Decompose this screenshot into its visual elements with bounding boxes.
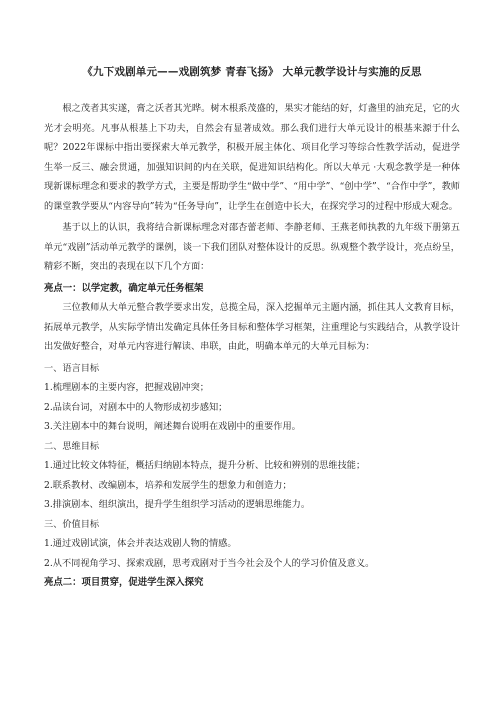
goal-thinking-item-1: 1.通过比较文体特征，概括归纳剧本特点，提升分析、比较和辨别的思维技能； <box>44 460 366 471</box>
highlight-2-heading: 亮点二：项目贯穿，促进学生深入探究 <box>44 577 204 588</box>
highlight-1-paragraph: 三位教师从大单元整合教学要求出发，总揽全局，深入挖掘单元主题内涵，抓住其人文教育目标，拓展单元教学，从实际学情出发确定具体任务目标和整体学习框架，注重理论与实践结合，从教学设计出发做好整合，对单元内容进行解读、串联，由此，明确本单元的大单元目标为： <box>44 302 460 352</box>
goal-language-item-3: 3.关注剧本中的舞台说明，阐述舞台说明在戏剧中的重要作用。 <box>44 421 301 432</box>
goal-value-item-1: 1.通过戏剧试演，体会并表达戏剧人物的情感。 <box>44 538 237 549</box>
goal-language-label: 一、语言目标 <box>44 362 100 374</box>
goal-thinking-item-3: 3.排演剧本、组织演出，提升学生组织学习活动的逻辑思维能力。 <box>44 499 311 510</box>
goal-value-label: 三、价值目标 <box>44 518 100 530</box>
goal-thinking-label: 二、思维目标 <box>44 440 100 452</box>
goal-value-item-2: 2.从不同视角学习、探索戏剧，思考戏剧对于当今社会及个人的学习价值及意义。 <box>44 557 375 569</box>
intro-paragraph-1: 根之茂者其实遂，膏之沃者其光晔。树木根系茂盛的，果实才能结的好，灯盏里的油充足，它的火光才会明亮。凡事从根基上下功夫，自然会有显著成效。那么我们进行大单元设计的根基来源于什么呢？2022年课标中指出要探索大单元教学，积极开展主体化、项目化学习等综合性教学活动，促进学生举一反三、融会贯通，加强知识间的内在关联，促进知识结构化。所以大单元 ·大观念教学是一种体现新课标理念和要求的教学方式，主要是帮助学生“做中学”、“用中学”、“创中学”、“合作中学”，教师的课堂教学要从“内容导向”转为“任务导向”，让学生在创造中长大，在探究学习的过程中形成大观念。 <box>44 103 460 212</box>
goal-thinking-item-2: 2.联系教材、改编剧本，培养和发展学生的想象力和创造力； <box>44 479 292 491</box>
goal-language-item-2: 2.品读台词，对剧本中的人物形成初步感知； <box>44 401 228 413</box>
document-title: 《九下戏剧单元——戏剧筑梦 青春飞扬》 大单元教学设计与实施的反思 <box>82 66 422 78</box>
goal-language-item-1: 1.梳理剧本的主要内容，把握戏剧冲突； <box>44 382 209 393</box>
highlight-1-heading: 亮点一：以学定教，确定单元任务框架 <box>44 282 204 294</box>
intro-paragraph-2: 基于以上的认识，我将结合新课标理念对邵杏蕾老师、李静老师、王燕老师执教的九年级下册第五单元“戏剧”活动单元教学的课例，谈一下我们团队对整体设计的反思。纵观整个教学设计，亮点纷呈，精彩不断，突出的表现在以下几个方面： <box>44 222 460 272</box>
